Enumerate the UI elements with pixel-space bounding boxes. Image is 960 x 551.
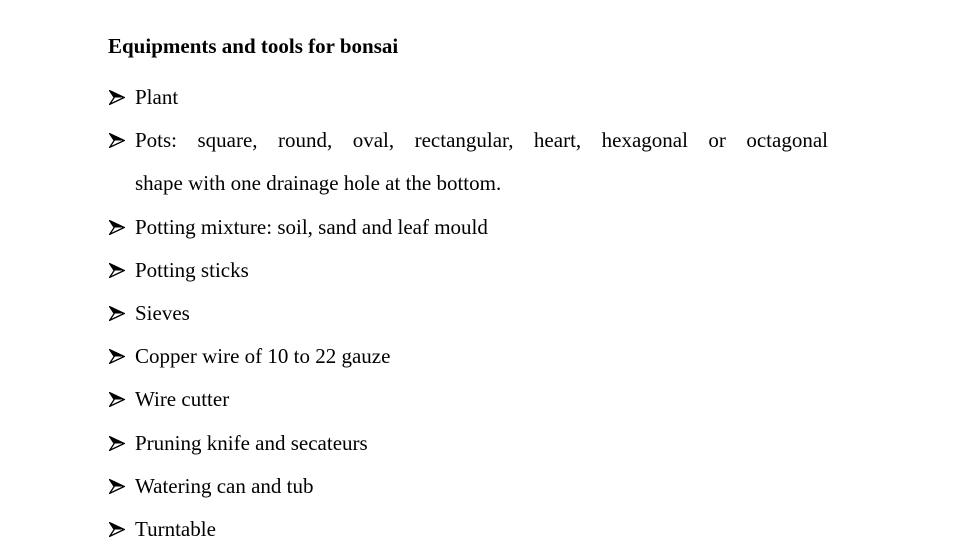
list-item-text: Copper wire of 10 to 22 gauze [135, 344, 391, 369]
arrowhead-bullet-icon [108, 422, 128, 465]
arrowhead-bullet-icon [108, 292, 128, 335]
arrowhead-bullet-icon [108, 76, 128, 119]
list-item-text-continued: shape with one drainage hole at the bottom. [135, 171, 502, 196]
list-item [108, 508, 828, 551]
arrowhead-bullet-icon [108, 378, 128, 421]
arrowhead-bullet-icon [108, 508, 128, 551]
list-item [108, 249, 828, 292]
arrowhead-bullet-icon [108, 119, 128, 162]
list-item-text: Potting mixture: soil, sand and leaf mould [135, 214, 488, 239]
list-item-text: Turntable [135, 517, 216, 542]
list-item [108, 465, 828, 508]
list-item-text: Sieves [135, 301, 190, 326]
list-item [108, 292, 828, 335]
list-item [108, 422, 828, 465]
list-item-text: Wire cutter [135, 387, 230, 412]
equipment-list [108, 76, 828, 551]
list-item-text: Pots: square, round, oval, rectangular, heart, hexagonal or octagonal [135, 128, 828, 153]
list-item-text: Watering can and tub [135, 473, 314, 498]
arrowhead-bullet-icon [108, 206, 128, 249]
list-item [108, 206, 828, 249]
arrowhead-bullet-icon [108, 249, 128, 292]
arrowhead-bullet-icon [108, 335, 128, 378]
page-title: Equipments and tools for bonsai [108, 34, 399, 58]
list-item [108, 335, 828, 378]
list-item [108, 119, 828, 205]
list-item [108, 76, 828, 119]
arrowhead-bullet-icon [108, 465, 128, 508]
list-item-text: Plant [135, 85, 179, 109]
list-item [108, 378, 828, 421]
list-item-text: Pruning knife and secateurs [135, 430, 368, 455]
list-item-text: Potting sticks [135, 257, 249, 282]
